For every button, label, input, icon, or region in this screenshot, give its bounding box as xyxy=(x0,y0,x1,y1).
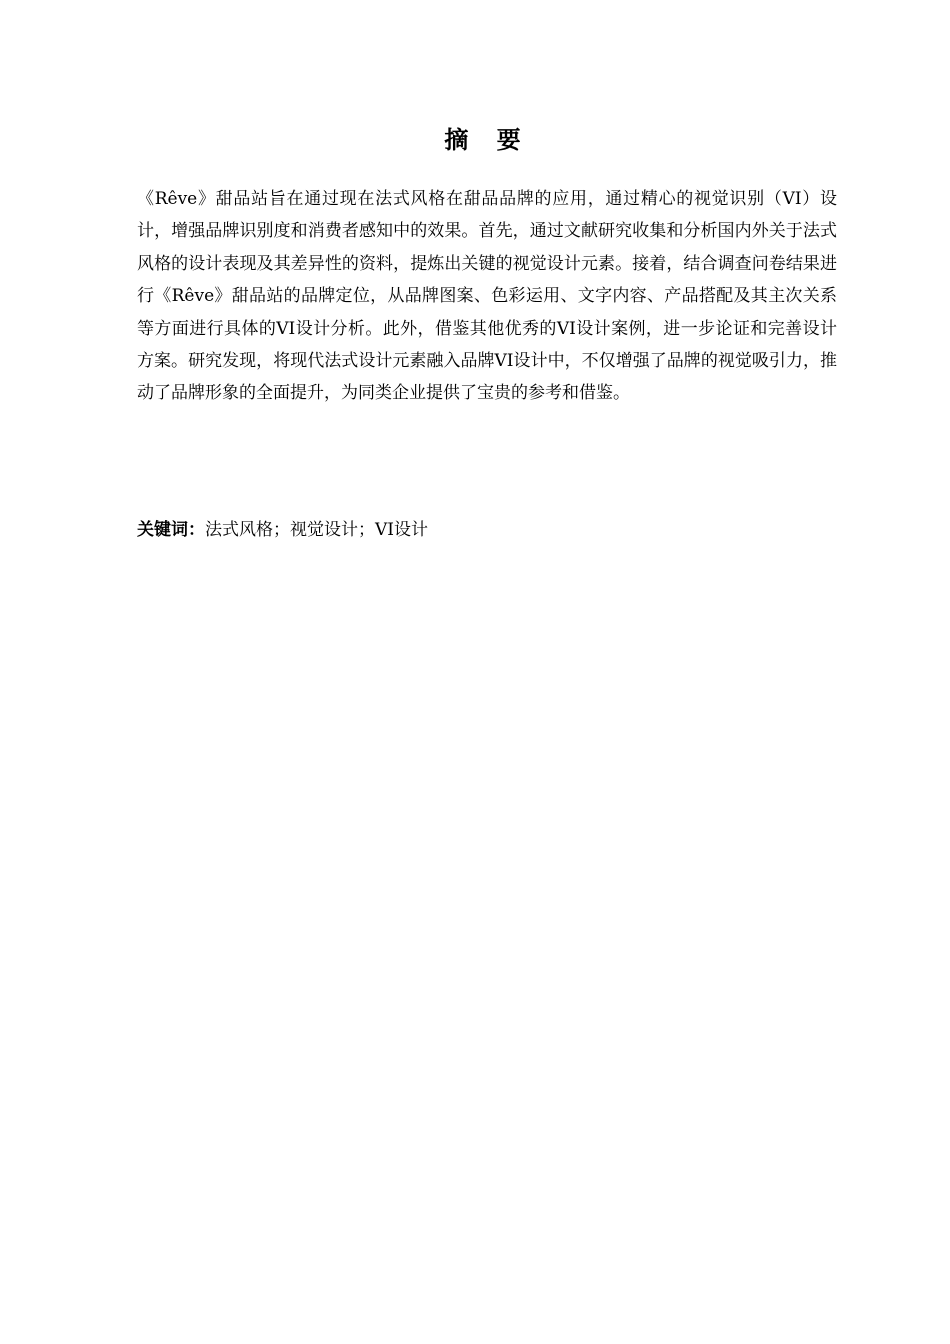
abstract-title: 摘 要 xyxy=(444,126,531,154)
abstract-body: 《Rêve》甜品站旨在通过现在法式风格在甜品品牌的应用，通过精心的视觉识别（VI）设计，增强品牌识别度和消费者感知中的效果。首先，通过文献研究收集和分析国内外关于法式风格的设计表现及其差异性的资料，提炼出关键的视觉设计元素。接着，结合调查问卷结果进行《Rêve》甜品站的品牌定位，从品牌图案、色彩运用、文字内容、产品搭配及其主次关系等方面进行具体的VI设计分析。此外，借鉴其他优秀的VI设计案例，进一步论证和完善设计方案。研究发现，将现代法式设计元素融入品牌VI设计中，不仅增强了品牌的视觉吸引力，推动了品牌形象的全面提升，为同类企业提供了宝贵的参考和借鉴。 xyxy=(137,189,837,404)
keywords-line xyxy=(137,514,837,546)
keywords-values: 法式风格；视觉设计；VI设计 xyxy=(205,520,428,540)
keywords-label: 关键词： xyxy=(137,520,205,540)
